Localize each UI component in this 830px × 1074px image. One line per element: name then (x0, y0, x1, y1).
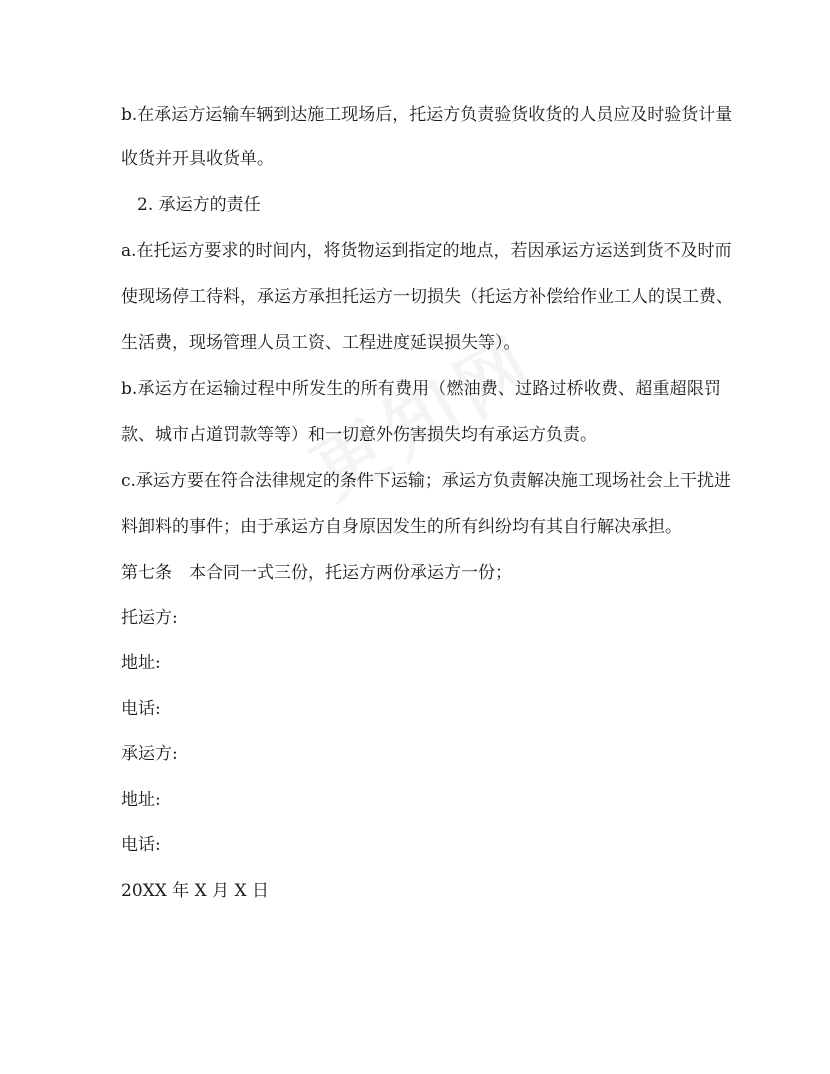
paragraph-line: b.承运方在运输过程中所发生的所有费用（燃油费、过路过桥收费、超重超限罚 (121, 379, 721, 399)
paragraph-line: a.在托运方要求的时间内，将货物运到指定的地点，若因承运方运送到货不及时而 (121, 241, 732, 261)
article-seven: 第七条 本合同一式三份，托运方两份承运方一份； (121, 563, 512, 583)
paragraph-line: 生活费，现场管理人员工资、工程进度延误损失等）。 (121, 333, 521, 353)
shipper-address-label: 地址: (121, 653, 161, 673)
paragraph-line: 收货并开具收货单。 (121, 149, 274, 169)
paragraph-line: 款、城市占道罚款等等）和一切意外伤害损失均有承运方负责。 (121, 425, 597, 445)
signing-date: 20XX 年 X 月 X 日 (121, 881, 270, 901)
paragraph-line: b.在承运方运输车辆到达施工现场后，托运方负责验货收货的人员应及时验货计量 (121, 105, 733, 125)
carrier-phone-label: 电话: (121, 835, 161, 855)
section-heading: 2. 承运方的责任 (137, 195, 261, 215)
paragraph-line: 料卸料的事件；由于承运方自身原因发生的所有纠纷均有其自行解决承担。 (121, 517, 682, 537)
carrier-address-label: 地址: (121, 790, 161, 810)
shipper-label: 托运方: (121, 608, 178, 628)
paragraph-line: 使现场停工待料，承运方承担托运方一切损失（托运方补偿给作业工人的误工费、 (121, 287, 733, 307)
carrier-label: 承运方: (121, 744, 178, 764)
paragraph-line: c.承运方要在符合法律规定的条件下运输；承运方负责解决施工现场社会上干扰进 (121, 471, 731, 491)
shipper-phone-label: 电话: (121, 699, 161, 719)
